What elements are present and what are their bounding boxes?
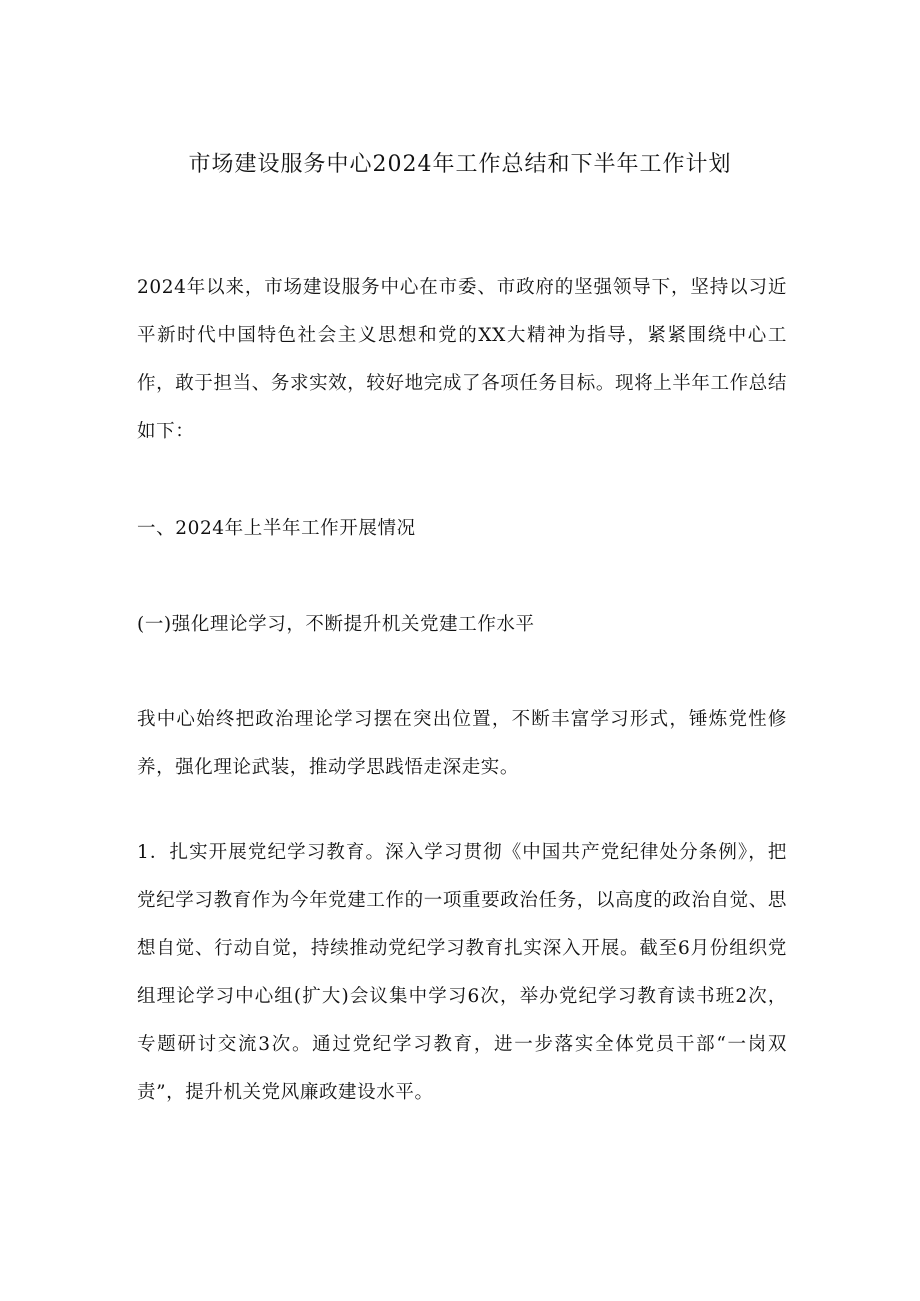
intro-paragraph: 2024年以来，市场建设服务中心在市委、市政府的坚强领导下，坚持以习近平新时代中国特色社会主义思想和党的XX大精神为指导，紧紧围绕中心工作，敢于担当、务求实效，较好地完成了各项任务目标。现将上半年工作总结如下： <box>137 277 787 442</box>
document-title: 市场建设服务中心2024年工作总结和下半年工作计划 <box>188 152 732 177</box>
body-paragraph: 我中心始终把政治理论学习摆在突出位置，不断丰富学习形式，锤炼党性修养，强化理论武装，推动学思践悟走深走实。 <box>137 709 787 778</box>
subsection-heading: (一)强化理论学习，不断提升机关党建工作水平 <box>137 614 535 635</box>
numbered-item-paragraph: 1．扎实开展党纪学习教育。深入学习贯彻《中国共产党纪律处分条例》，把党纪学习教育作为今年党建工作的一项重要政治任务，以高度的政治自觉、思想自觉、行动自觉，持续推动党纪学习教育扎实深入开展。截至6月份组织党组理论学习中心组(扩大)会议集中学习6次，举办党纪学习教育读书班2次，专题研讨交流3次。通过党纪学习教育，进一步落实全体党员干部“一岗双责”，提升机关党风廉政建设水平。 <box>137 842 787 1103</box>
section-heading: 一、2024年上半年工作开展情况 <box>137 518 416 539</box>
